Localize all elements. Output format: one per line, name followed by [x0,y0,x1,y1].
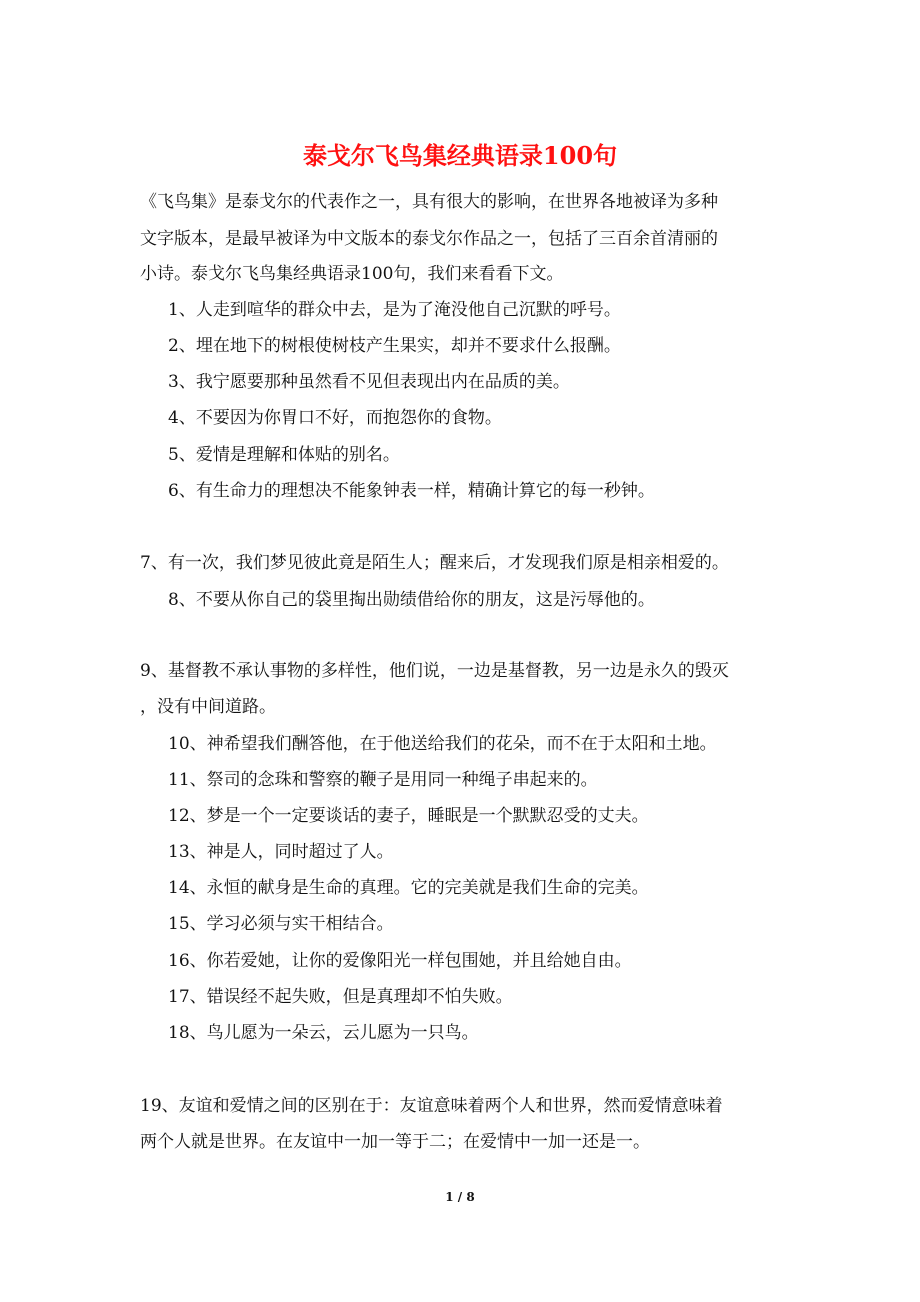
quote-line: 8、不要从你自己的袋里掏出勋绩借给你的朋友，这是污辱他的。 [168,590,655,610]
quote-line: 11、祭司的念珠和警察的鞭子是用同一种绳子串起来的。 [168,770,598,790]
quote-line: 14、永恒的献身是生命的真理。它的完美就是我们生命的完美。 [168,878,649,898]
quote-line: 17、错误经不起失败，但是真理却不怕失败。 [168,987,513,1007]
intro-line: 小诗。泰戈尔飞鸟集经典语录100句，我们来看看下文。 [140,264,564,284]
quote-line: 2、埋在地下的树根使树枝产生果实，却并不要求什么报酬。 [168,336,621,356]
quote-line: 16、你若爱她，让你的爱像阳光一样包围她，并且给她自由。 [168,951,632,971]
quote-line: 19、友谊和爱情之间的区别在于：友谊意味着两个人和世界，然而爱情意味着 [140,1096,723,1116]
intro-line: 文字版本，是最早被译为中文版本的泰戈尔作品之一，包括了三百余首清丽的 [140,229,718,249]
quote-line: 1、人走到喧华的群众中去，是为了淹没他自己沉默的呼号。 [168,300,621,320]
quote-line: 18、鸟儿愿为一朵云，云儿愿为一只鸟。 [168,1023,479,1043]
intro-line: 《飞鸟集》是泰戈尔的代表作之一，具有很大的影响，在世界各地被译为多种 [140,192,718,212]
quote-line: 9、基督教不承认事物的多样性，他们说，一边是基督教，另一边是永久的毁灭 [140,661,729,681]
document-title: 泰戈尔飞鸟集经典语录100句 [302,141,618,170]
quote-line: 5、爱情是理解和体贴的别名。 [168,445,400,465]
quote-line: 13、神是人，同时超过了人。 [168,842,394,862]
quote-line: 3、我宁愿要那种虽然看不见但表现出内在品质的美。 [168,372,570,392]
page-number: 1 / 8 [445,1190,475,1204]
quote-line: 6、有生命力的理想决不能象钟表一样，精确计算它的每一秒钟。 [168,481,655,501]
quote-line: 10、神希望我们酬答他，在于他送给我们的花朵，而不在于太阳和土地。 [168,734,717,754]
quote-line: ，没有中间道路。 [140,697,276,717]
quote-line: 4、不要因为你胃口不好，而抱怨你的食物。 [168,408,502,428]
quote-line: 12、梦是一个一定要谈话的妻子，睡眠是一个默默忍受的丈夫。 [168,806,649,826]
quote-line: 两个人就是世界。在友谊中一加一等于二；在爱情中一加一还是一。 [140,1132,650,1152]
quote-line: 7、有一次，我们梦见彼此竟是陌生人；醒来后，才发现我们原是相亲相爱的。 [140,553,729,573]
quote-line: 15、学习必须与实干相结合。 [168,914,394,934]
